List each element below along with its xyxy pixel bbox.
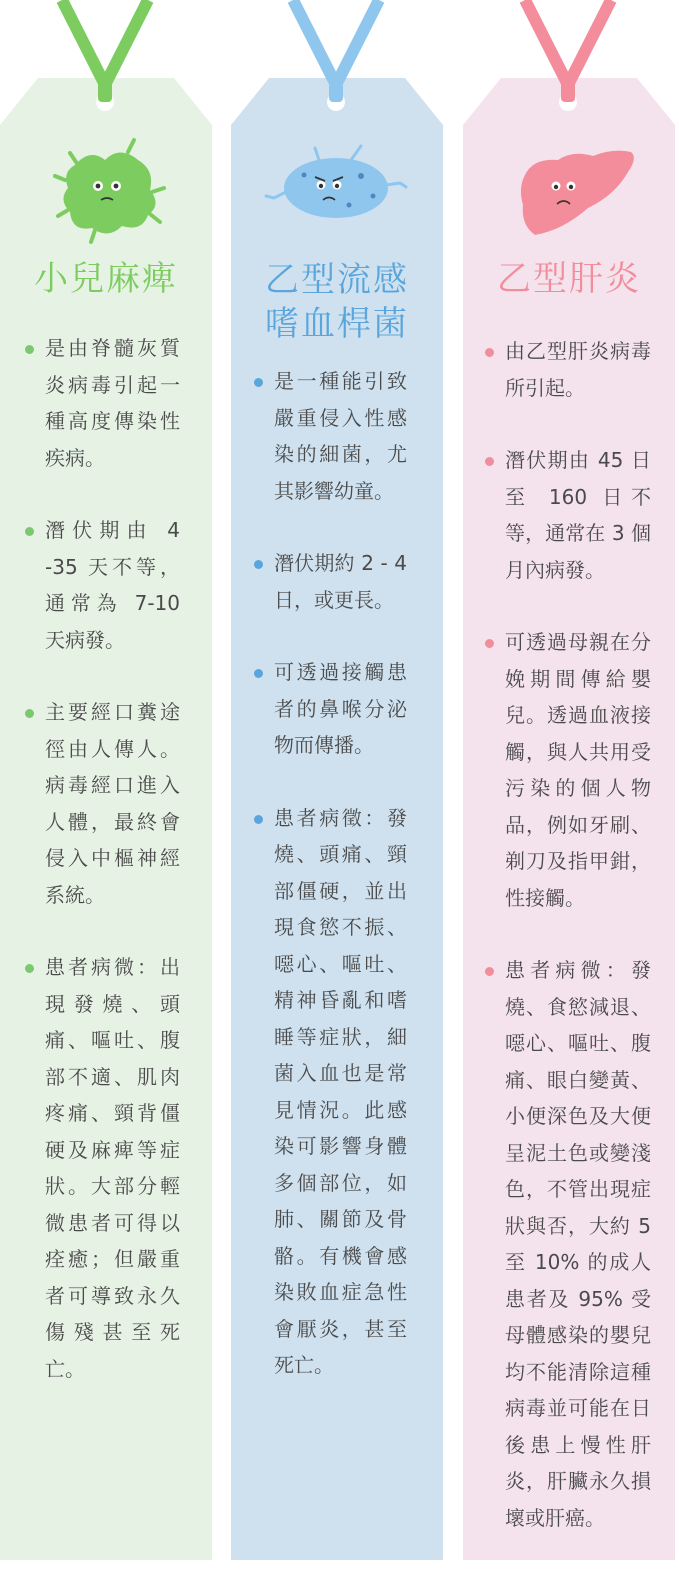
bullet-list bbox=[505, 333, 651, 1572]
bullet-dot-icon bbox=[254, 560, 263, 569]
bullet-dot-icon bbox=[254, 815, 263, 824]
tag-title: 乙型肝炎 bbox=[497, 259, 641, 299]
bullet-dot-icon bbox=[254, 378, 263, 387]
list-item: 可透過母親在分娩期間傳給嬰兒。透過血液接觸，與人共用受污染的個人物品，例如牙刷、剃刀及指甲鉗，性接觸。 bbox=[505, 624, 651, 916]
list-item: 患者病徵：發燒、頭痛、頸部僵硬，並出現食慾不振、噁心、嘔吐、精神昏亂和嗜睡等症狀，細菌入血也是常見情況。此感染可影響身體多個部位，如肺、關節及骨骼。有機會感染敗血症急性會厭炎，甚至死亡。 bbox=[274, 800, 407, 1384]
bullet-dot-icon bbox=[25, 709, 34, 718]
list-item: 是一種能引致嚴重侵入性感染的細菌，尤其影響幼童。 bbox=[274, 363, 407, 509]
tag-hib bbox=[231, 0, 443, 1577]
bullet-dot-icon bbox=[485, 639, 494, 648]
list-item: 可透過接觸患者的鼻喉分泌物而傳播。 bbox=[274, 654, 407, 764]
title-line-1: 乙型流感 bbox=[265, 260, 409, 300]
bullet-list bbox=[45, 330, 180, 1423]
bullet-dot-icon bbox=[485, 457, 494, 466]
bullet-dot-icon bbox=[25, 527, 34, 536]
bullet-dot-icon bbox=[254, 669, 263, 678]
list-item: 潛伏期由 45 日至 160 日不等，通常在 3 個月內病發。 bbox=[505, 442, 651, 588]
list-item: 是由脊髓灰質炎病毒引起一種高度傳染性疾病。 bbox=[45, 330, 180, 476]
bullet-dot-icon bbox=[25, 345, 34, 354]
title-line-2: 嗜血桿菌 bbox=[265, 304, 409, 344]
list-item: 主要經口糞途徑由人傳人。病毒經口進入人體，最終會侵入中樞神經系統。 bbox=[45, 694, 180, 913]
bullet-dot-icon bbox=[485, 967, 494, 976]
list-item: 潛伏期由 4 -35 天不等，通常為 7-10 天病發。 bbox=[45, 512, 180, 658]
bullet-dot-icon bbox=[485, 348, 494, 357]
bullet-dot-icon bbox=[25, 964, 34, 973]
list-item: 患者病微：出現發燒、頭痛、嘔吐、腹部不適、肌肉疼痛、頸背僵硬及麻痺等症狀。大部分輕微患者可得以痊癒；但嚴重者可導致永久傷殘甚至死亡。 bbox=[45, 949, 180, 1387]
bullet-list bbox=[274, 363, 407, 1420]
tag-polio bbox=[0, 0, 212, 1577]
list-item: 由乙型肝炎病毒所引起。 bbox=[505, 333, 651, 406]
tag-title: 小兒麻痺 bbox=[34, 259, 178, 299]
tag-title bbox=[231, 258, 443, 346]
tag-hepb bbox=[463, 0, 675, 1577]
list-item: 患者病微：發燒、食慾減退、噁心、嘔吐、腹痛、眼白變黃、小便深色及大便呈泥土色或變淺色，不管出現症狀與否，大約 5 至 10% 的成人患者及 95% 受母體感染的嬰兒均不能清除這種病毒並可能在日後患上慢性肝炎，肝臟永久損壞或肝癌。 bbox=[505, 952, 651, 1536]
list-item: 潛伏期約 2 - 4 日，或更長。 bbox=[274, 545, 407, 618]
